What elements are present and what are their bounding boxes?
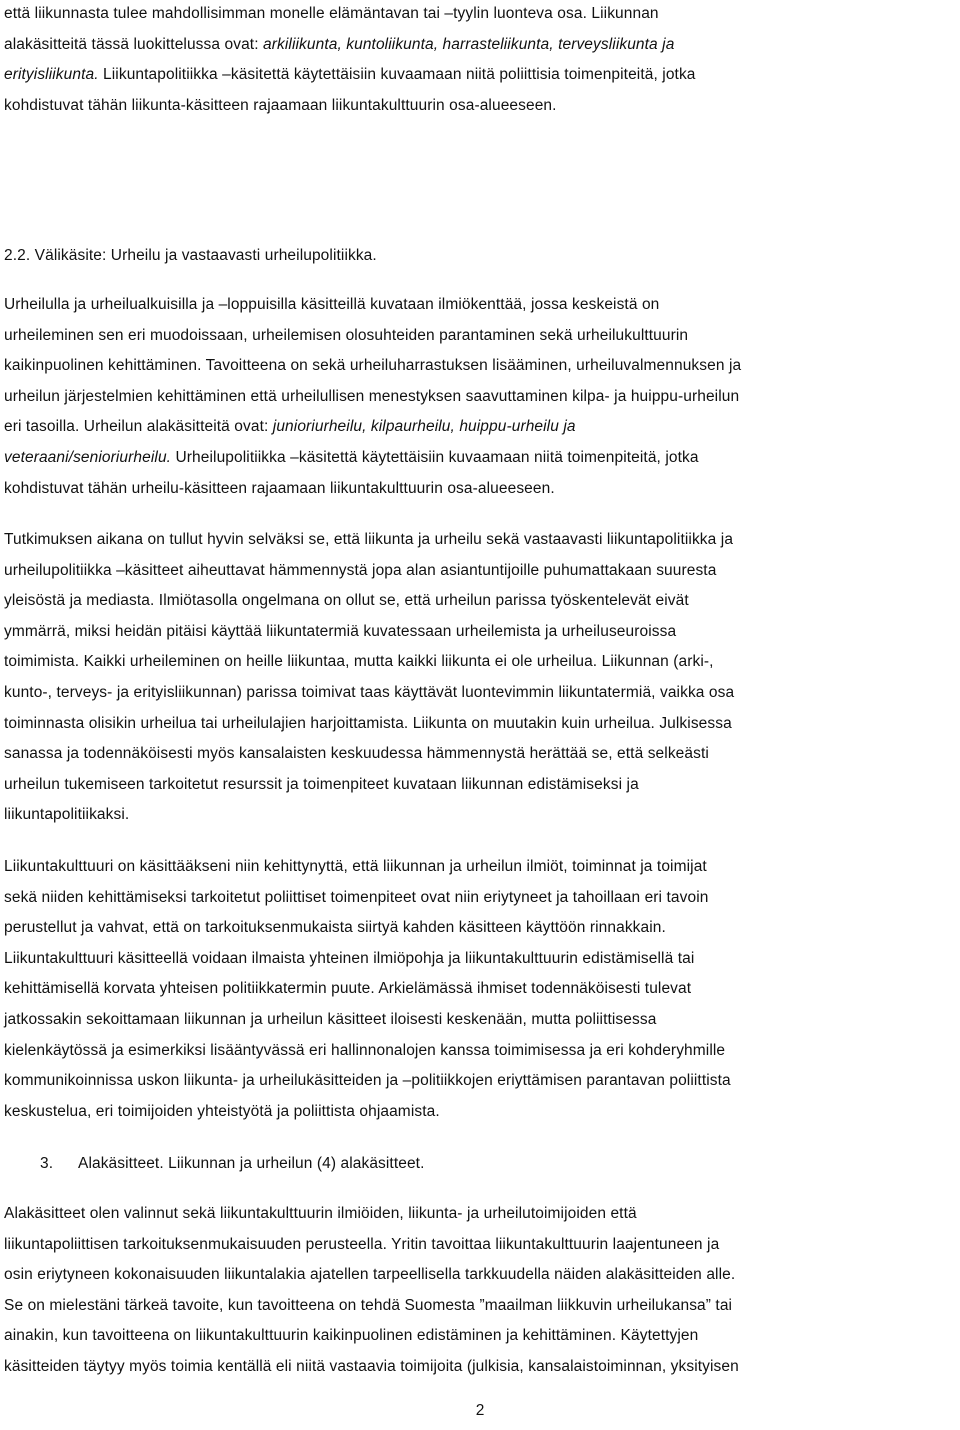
- paragraph-liikunta: [4, 0, 696, 121]
- text-line: Urheilulla ja urheilualkuisilla ja –loppuisilla käsitteillä kuvataan ilmiökenttää, jossa keskeistä on: [4, 296, 660, 313]
- text-line: liikuntapolitiikaksi.: [4, 806, 130, 824]
- text-line: kommunikoinnissa uskon liikunta- ja urheilukäsitteiden ja –politiikkojen eriyttämisen parantavan poliittista: [4, 1072, 731, 1090]
- text-line: että liikunnasta tulee mahdollisimman monelle elämäntavan tai –tyylin luonteva osa. Liikunnan: [4, 5, 659, 22]
- text-line: toimimista. Kaikki urheileminen on heille liikuntaa, mutta kaikki liikunta ei ole urheilua. Liikunnan (arki-,: [4, 653, 714, 671]
- text-line: sekä niiden kehittämiseksi tarkoitetut poliittiset toimenpiteet ovat niin eriytyneet ja tahoillaan eri tavoin: [4, 888, 709, 906]
- text-line: sanassa ja todennäköisesti myös kansalaisten keskuudessa hämmennystä herättää se, että selkeästi: [4, 745, 709, 763]
- text-line: Alakäsitteet olen valinnut sekä liikuntakulttuurin ilmiöiden, liikunta- ja urheilutoimijoiden että: [4, 1205, 637, 1222]
- paragraph-alakasitteet: [4, 1199, 739, 1383]
- text-line: kehittämisellä korvata yhteisen politiikkatermin puute. Arkielämässä ihmiset todennäköisesti tulevat: [4, 980, 692, 998]
- text-line: alakäsitteitä tässä luokittelussa ovat: arkiliikunta, kuntoliikunta, harrasteliikunta, terveysliikunta ja: [4, 35, 675, 53]
- text-line: Tutkimuksen aikana on tullut hyvin selväksi se, että liikunta ja urheilu sekä vastaavasti liikuntapolitiikka ja: [4, 531, 734, 548]
- paragraph-liikuntakulttuuri: [4, 852, 731, 1127]
- page-number: 2: [475, 1402, 485, 1419]
- text-line: veteraani/senioriurheilu. Urheilupolitiikka –käsitettä käytettäisiin kuvaamaan niitä toimenpiteitä, jotka: [4, 448, 699, 466]
- text-line: erityisliikunta. Liikuntapolitiikka –käsitettä käytettäisiin kuvaamaan niitä poliittisia toimenpiteitä, jotka: [4, 66, 696, 84]
- heading-text: Alakäsitteet. Liikunnan ja urheilun (4) alakäsitteet.: [78, 1155, 425, 1172]
- section-heading-2-2: 2.2. Välikäsite: Urheilu ja vastaavasti urheilupolitiikka.: [4, 247, 377, 264]
- text-line: kohdistuvat tähän urheilu-käsitteen rajaamaan liikuntakulttuurin osa-alueeseen.: [4, 479, 555, 497]
- text-line: perustellut ja vahvat, että on tarkoituksenmukaista siirtyä kahden käsitteen käyttöön rinnakkain.: [4, 919, 666, 937]
- text-line: kaikinpuolinen kehittäminen. Tavoitteena on sekä urheiluharrastuksen lisääminen, urheiluvalmennuksen ja: [4, 357, 742, 375]
- text-line: yleisöstä ja mediasta. Ilmiötasolla ongelmana on ollut se, että urheilun parissa työskentelevät eivät: [4, 592, 689, 610]
- text-line: ymmärrä, miksi heidän pitäisi käyttää liikuntatermiä kuvatessaan urheilemista ja urheiluseuroissa: [4, 622, 677, 640]
- italic-subconcepts: arkiliikunta, kuntoliikunta, harrasteliikunta, terveysliikunta ja: [263, 35, 675, 53]
- section-heading-3: [40, 1149, 425, 1180]
- text-line: urheilun tukemiseen tarkoitetut resurssit ja toimenpiteet kuvataan liikunnan edistämiseksi ja: [4, 775, 639, 793]
- text-line: kohdistuvat tähän liikunta-käsitteen rajaamaan liikuntakulttuurin osa-alueeseen.: [4, 96, 557, 114]
- text-line: käsitteiden täytyy myös toimia kentällä eli niitä vastaavia toimijoita (julkisia, kansalaistoiminnan, yksityisen: [4, 1357, 739, 1375]
- text-line: urheileminen sen eri muodoissaan, urheilemisen olosuhteiden parantaminen sekä urheilukulttuurin: [4, 326, 689, 344]
- text-line: toiminnasta olisikin urheilua tai urheilulajien harjoittamista. Liikunta on muutakin kuin urheilua. Julkisessa: [4, 714, 732, 732]
- text-line: Se on mielestäni tärkeä tavoite, kun tavoitteena on tehdä Suomesta ”maailman liikkuvin urheilukansa” tai: [4, 1296, 733, 1314]
- text-line: kunto-, terveys- ja erityisliikunnan) parissa toimivat taas käyttävät luontevimmin liikuntatermiä, vaikka osa: [4, 683, 735, 701]
- text-line: Liikuntakulttuuri käsitteellä voidaan ilmaista yhteinen ilmiöpohja ja liikuntakulttuurin edistämisellä tai: [4, 949, 695, 967]
- text-line: urheilupolitiikka –käsitteet aiheuttavat hämmennystä jopa alan asiantuntijoille puhumattakaan suuresta: [4, 561, 717, 579]
- text-line: kielenkäytössä ja esimerkiksi lisääntyvässä eri hallinnonalojen kanssa toimimisessa ja eri kohderyhmille: [4, 1041, 726, 1059]
- paragraph-urheilu: [4, 290, 741, 504]
- text-line: ainakin, kun tavoitteena on liikuntakulttuurin kaikinpuolinen edistäminen ja kehittäminen. Käytettyjen: [4, 1327, 699, 1345]
- italic-subconcepts: junioriurheilu, kilpaurheilu, huippu-urheilu ja: [272, 418, 576, 436]
- text-line: eri tasoilla. Urheilun alakäsitteitä ovat: junioriurheilu, kilpaurheilu, huippu-urheilu ja: [4, 418, 576, 436]
- text-line: keskustelua, eri toimijoiden yhteistyötä ja poliittista ohjaamista.: [4, 1102, 440, 1120]
- text-line: osin eriytyneen kokonaisuuden liikuntalakia ajatellen tarpeellisella tarkkuudella näiden alakäsitteiden alle.: [4, 1266, 736, 1284]
- paragraph-tutkimus: [4, 525, 734, 831]
- italic-subconcepts: veteraani/senioriurheilu.: [4, 448, 172, 466]
- heading-number: 3.: [40, 1155, 54, 1172]
- text-line: urheilun järjestelmien kehittäminen että urheilullisen menestyksen saavuttaminen kilpa- ja huippu-urheilun: [4, 387, 740, 405]
- italic-subconcepts: erityisliikunta.: [4, 66, 99, 84]
- text-line: Liikuntakulttuuri on käsittääkseni niin kehittynyttä, että liikunnan ja urheilun ilmiöt, toiminnat ja toimijat: [4, 858, 707, 875]
- text-line: jatkossakin sekoittamaan liikunnan ja urheilun käsitteet iloisesti keskenään, mutta poliittisessa: [4, 1010, 657, 1028]
- text-line: liikuntapoliittisen tarkoituksenmukaisuuden perusteella. Yritin tavoittaa liikuntakulttuurin laajentuneen ja: [4, 1235, 720, 1253]
